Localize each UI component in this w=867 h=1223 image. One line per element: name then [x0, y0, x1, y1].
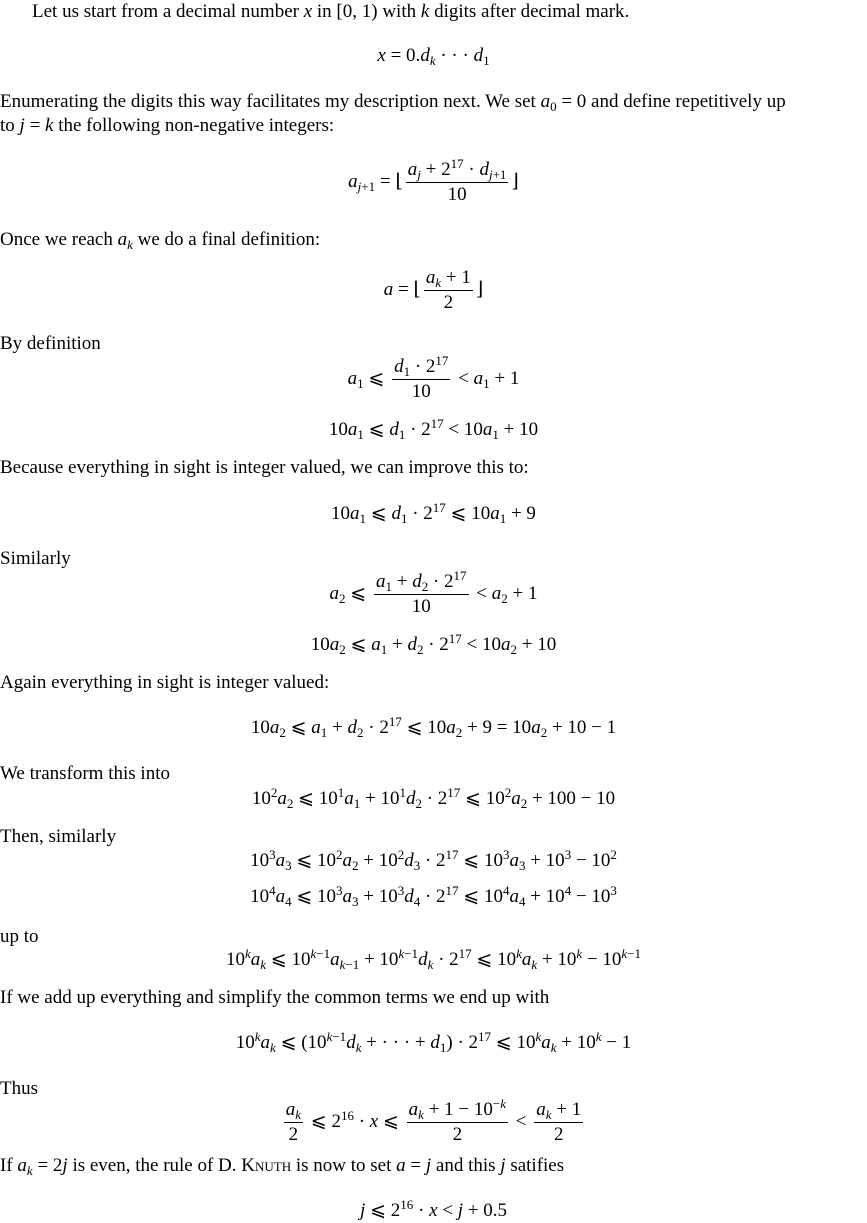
equation-a2-bound: $a_2$ ⩽ $\frac{a_1 + d_2 \cdot 2^{17}}{10}$ < $a_2 + 1$: [329, 568, 538, 617]
paragraph-once-reach: Once we reach $a_k$ we do a final definition:: [0, 229, 321, 252]
paragraph-up-to: up to: [0, 926, 39, 947]
equation-transformed: $10^2a_2$ ⩽ $10^1a_1 + 10^1d_2 \cdot 2^{17}$ ⩽ $10^2a_2 + 100 - 10$: [251, 785, 616, 811]
equation-step-k: $10^ka_k$ ⩽ $10^{k-1}a_{k-1} + 10^{k-1}d_k \cdot 2^{17}$ ⩽ $10^ka_k + 10^k - 10^{k-1}$: [225, 946, 641, 972]
equation-sum: $10^ka_k$ ⩽ ($10^{k-1}d_k$ + · · · + $d_1) \cdot 2^{17}$ ⩽ $10^ka_k + 10^k - 1$: [235, 1029, 632, 1055]
author-name: Knuth: [241, 1155, 292, 1176]
paragraph-then-similarly: Then, similarly: [0, 826, 117, 847]
equation-a-recurrence: $a_{j+1}$ = ⌊ $\frac{a_j + 2^{17} \cdot d_{j+1}}{10}$ ⌋: [348, 156, 519, 205]
equation-j-bound: j ⩽ $2^{16} \cdot x < j + 0.5$: [360, 1197, 507, 1221]
paragraph-knuth-rule: If $a_k = 2j$ is even, the rule of D. Knuth is now to set a = j and this j satifies: [0, 1155, 565, 1178]
equation-10a1-bound: $10a_1$ ⩽ $d_1 \cdot 2^{17} < 10a_1 + 10$: [328, 416, 539, 442]
equation-thus: $\frac{a_k}{2}$ ⩽ $2^{16} \cdot x$ ⩽ $\frac{a_k + 1 - 10^{-k}}{2}$ < $\frac{a_k + 1}{2}$: [285, 1096, 582, 1145]
paragraph-thus: Thus: [0, 1078, 38, 1099]
equation-a1-bound: $a_1$ ⩽ $\frac{d_1 \cdot 2^{17}}{10}$ < $a_1 + 1$: [347, 353, 520, 402]
equation-10a2-bound: $10a_2$ ⩽ $a_1 + d_2 \cdot 2^{17} < 10a_2 + 10$: [310, 631, 557, 657]
paragraph-similarly: Similarly: [0, 548, 71, 569]
paragraph-by-definition: By definition: [0, 333, 101, 354]
paragraph-transform: We transform this into: [0, 763, 170, 784]
paragraph-enumerating: Enumerating the digits this way facilitates my description next. We set $a_0 = 0$ and define repetitively up: [0, 91, 786, 114]
equation-x-digits: $x = 0.d_k$ · · · $d_1$: [377, 45, 490, 68]
paragraph-again: Again everything in sight is integer valued:: [0, 672, 330, 693]
equation-step4: $10^4a_4$ ⩽ $10^3a_3 + 10^3d_4 \cdot 2^{17}$ ⩽ $10^4a_4 + 10^4 - 10^3$: [250, 883, 617, 909]
equation-10a2-improved: $10a_2$ ⩽ $a_1 + d_2 \cdot 2^{17}$ ⩽ $10a_2 + 9 = 10a_2 + 10 - 1$: [250, 714, 617, 740]
paragraph-because: Because everything in sight is integer valued, we can improve this to:: [0, 457, 529, 478]
equation-final-a: a = ⌊ $\frac{a_k + 1}{2}$ ⌋: [383, 267, 484, 313]
paragraph-enumerating-cont: to j = k the following non-negative integers:: [0, 115, 335, 136]
equation-10a1-improved: $10a_1$ ⩽ $d_1 \cdot 2^{17}$ ⩽ $10a_1 + 9$: [331, 500, 536, 526]
paragraph-add-up: If we add up everything and simplify the common terms we end up with: [0, 987, 550, 1008]
equation-step3: $10^3a_3$ ⩽ $10^2a_2 + 10^2d_3 \cdot 2^{17}$ ⩽ $10^3a_3 + 10^3 - 10^2$: [250, 847, 617, 873]
intro-paragraph: Let us start from a decimal number x in [0, 1) with k digits after decimal mark.: [32, 1, 630, 22]
